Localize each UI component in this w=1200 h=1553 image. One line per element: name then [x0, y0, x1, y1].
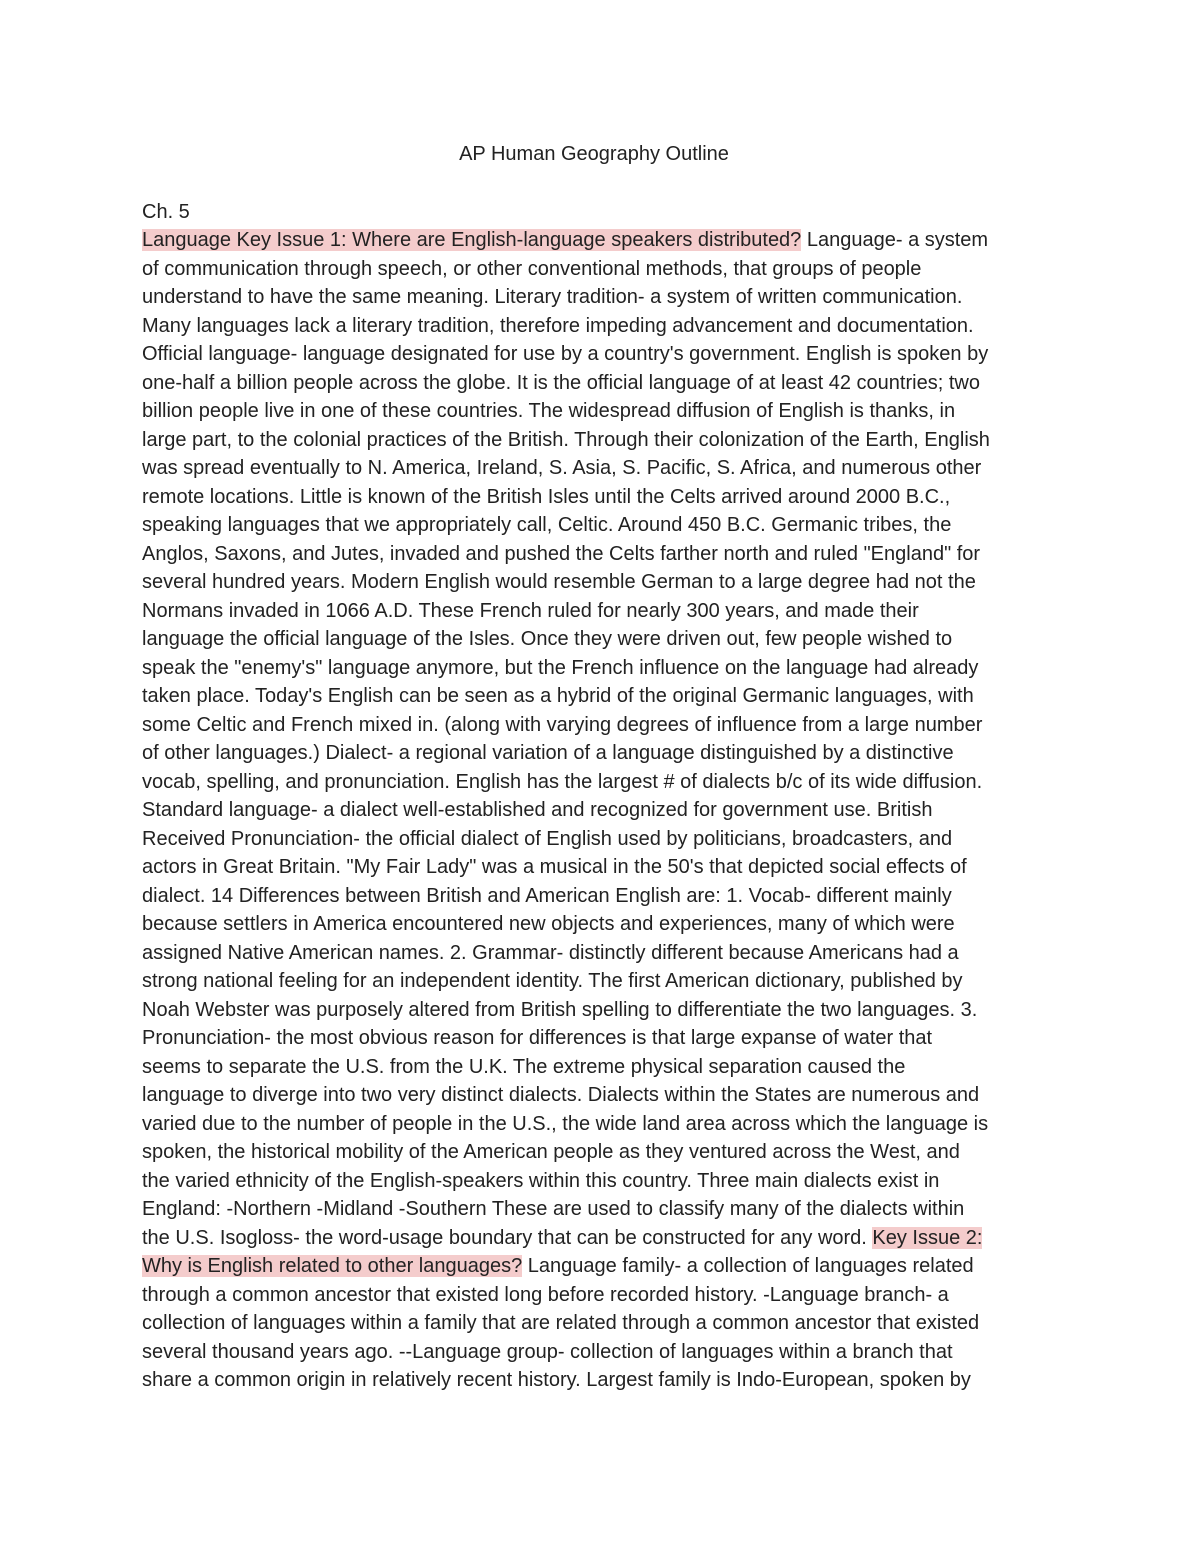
text-segment: taken place. Today's English can be seen as a hybrid of the original Germanic languages, with	[142, 685, 974, 707]
text-segment: vocab, spelling, and pronunciation. English has the largest # of dialects b/c of its wide diffusion.	[142, 770, 983, 793]
text-segment: remote locations. Little is known of the British Isles until the Celts arrived around 2000 B.C.,	[142, 485, 951, 508]
chapter-heading: Ch. 5	[142, 201, 190, 223]
text-line	[142, 426, 1062, 455]
text-segment: Anglos, Saxons, and Jutes, invaded and pushed the Celts farther north and ruled "England" for	[142, 542, 981, 565]
text-line	[142, 597, 1062, 626]
text-segment: Noah Webster was purposely altered from British spelling to differentiate the two languages. 3.	[142, 998, 978, 1021]
text-segment: dialect. 14 Differences between British and American English are: 1. Vocab- different mainly	[142, 884, 952, 907]
text-line	[142, 1366, 1062, 1395]
text-line	[142, 682, 1062, 711]
text-segment: through a common ancestor that existed long before recorded history. -Language branch- a	[142, 1283, 949, 1306]
text-segment: several thousand years ago. --Language group- collection of languages within a branch that	[142, 1340, 953, 1363]
text-segment: Pronunciation- the most obvious reason for differences is that large expanse of water that	[142, 1027, 933, 1049]
text-line	[142, 967, 1062, 996]
text-line	[142, 397, 1062, 426]
text-segment: speak the "enemy's" language anymore, but the French influence on the language had already	[142, 656, 979, 679]
text-segment: of communication through speech, or other conventional methods, that groups of people	[142, 257, 922, 280]
text-line	[142, 312, 1062, 341]
text-segment: assigned Native American names. 2. Grammar- distinctly different because Americans had a	[142, 941, 959, 964]
text-segment: Language family- a collection of languages related	[522, 1255, 974, 1277]
text-line	[142, 568, 1062, 597]
text-line	[142, 483, 1062, 512]
text-line	[142, 283, 1062, 312]
text-line	[142, 1338, 1062, 1367]
text-line	[142, 882, 1062, 911]
text-segment: Standard language- a dialect well-established and recognized for government use. British	[142, 799, 933, 821]
text-segment: some Celtic and French mixed in. (along with varying degrees of influence from a large number	[142, 713, 983, 736]
text-line	[142, 1053, 1062, 1082]
text-segment: actors in Great Britain. "My Fair Lady" was a musical in the 50's that depicted social effects of	[142, 856, 967, 878]
text-segment: spoken, the historical mobility of the American people as they ventured across the West, and	[142, 1141, 960, 1163]
text-line	[142, 369, 1062, 398]
text-segment: several hundred years. Modern English would resemble German to a large degree had not the	[142, 571, 976, 593]
text-segment: one-half a billion people across the globe. It is the official language of at least 42 countries; two	[142, 371, 980, 394]
text-line	[142, 1252, 1062, 1281]
text-line	[142, 1195, 1062, 1224]
text-line	[142, 454, 1062, 483]
text-segment: seems to separate the U.S. from the U.K. The extreme physical separation caused the	[142, 1055, 906, 1078]
text-segment: varied due to the number of people in the U.S., the wide land area across which the language is	[142, 1112, 989, 1135]
text-segment: large part, to the colonial practices of the British. Through their colonization of the Earth, English	[142, 428, 990, 451]
text-segment: share a common origin in relatively recent history. Largest family is Indo-European, spoken by	[142, 1369, 971, 1391]
text-line	[142, 996, 1062, 1025]
text-line	[142, 1110, 1062, 1139]
text-line	[142, 1081, 1062, 1110]
text-line	[142, 768, 1062, 797]
text-segment: strong national feeling for an independent identity. The first American dictionary, published by	[142, 970, 963, 992]
text-line	[142, 739, 1062, 768]
text-segment: was spread eventually to N. America, Ireland, S. Asia, S. Pacific, S. Africa, and numerous other	[142, 457, 982, 479]
highlighted-heading: Key Issue 2:	[872, 1226, 983, 1249]
highlighted-heading: Language Key Issue 1: Where are English-language speakers distributed?	[142, 229, 802, 251]
text-segment: the U.S. Isogloss- the word-usage boundary that can be constructed for any word.	[142, 1226, 873, 1249]
text-segment: speaking languages that we appropriately call, Celtic. Around 450 B.C. Germanic tribes, the	[142, 514, 952, 536]
text-line	[142, 825, 1062, 854]
text-segment: collection of languages within a family that are related through a common ancestor that existed	[142, 1312, 980, 1334]
text-line	[142, 340, 1062, 369]
text-segment: understand to have the same meaning. Literary tradition- a system of written communication.	[142, 286, 963, 308]
text-line	[142, 654, 1062, 683]
text-line	[142, 1167, 1062, 1196]
text-line	[142, 796, 1062, 825]
highlighted-heading: Why is English related to other languages?	[142, 1255, 523, 1277]
text-line	[142, 1024, 1062, 1053]
text-segment: billion people live in one of these countries. The widespread diffusion of English is thanks, in	[142, 400, 956, 422]
text-segment: Normans invaded in 1066 A.D. These French ruled for nearly 300 years, and made their	[142, 599, 919, 622]
text-line	[142, 1138, 1062, 1167]
body-paragraph	[142, 226, 1062, 1395]
text-segment: England: -Northern -Midland -Southern These are used to classify many of the dialects within	[142, 1198, 965, 1220]
text-line	[142, 939, 1062, 968]
text-segment: the varied ethnicity of the English-speakers within this country. Three main dialects exist in	[142, 1169, 940, 1192]
text-line	[142, 910, 1062, 939]
text-line	[142, 1309, 1062, 1338]
text-segment: of other languages.) Dialect- a regional variation of a language distinguished by a distinctive	[142, 742, 954, 764]
text-line	[142, 625, 1062, 654]
text-line	[142, 511, 1062, 540]
text-segment: Received Pronunciation- the official dialect of English used by politicians, broadcasters, and	[142, 827, 953, 850]
text-segment: Official language- language designated for use by a country's government. English is spoken by	[142, 343, 989, 365]
document-title: AP Human Geography Outline	[459, 143, 729, 165]
text-line	[142, 853, 1062, 882]
text-line	[142, 226, 1062, 255]
text-segment: Many languages lack a literary tradition, therefore impeding advancement and documentation.	[142, 314, 974, 337]
text-line	[142, 540, 1062, 569]
text-line	[142, 1224, 1062, 1253]
text-line	[142, 711, 1062, 740]
text-segment: language the official language of the Isles. Once they were driven out, few people wished to	[142, 628, 953, 650]
text-line	[142, 255, 1062, 284]
text-segment: language to diverge into two very distinct dialects. Dialects within the States are numerous and	[142, 1084, 980, 1106]
text-line	[142, 1281, 1062, 1310]
text-segment: Language- a system	[801, 229, 989, 251]
text-segment: because settlers in America encountered new objects and experiences, many of which were	[142, 913, 955, 935]
